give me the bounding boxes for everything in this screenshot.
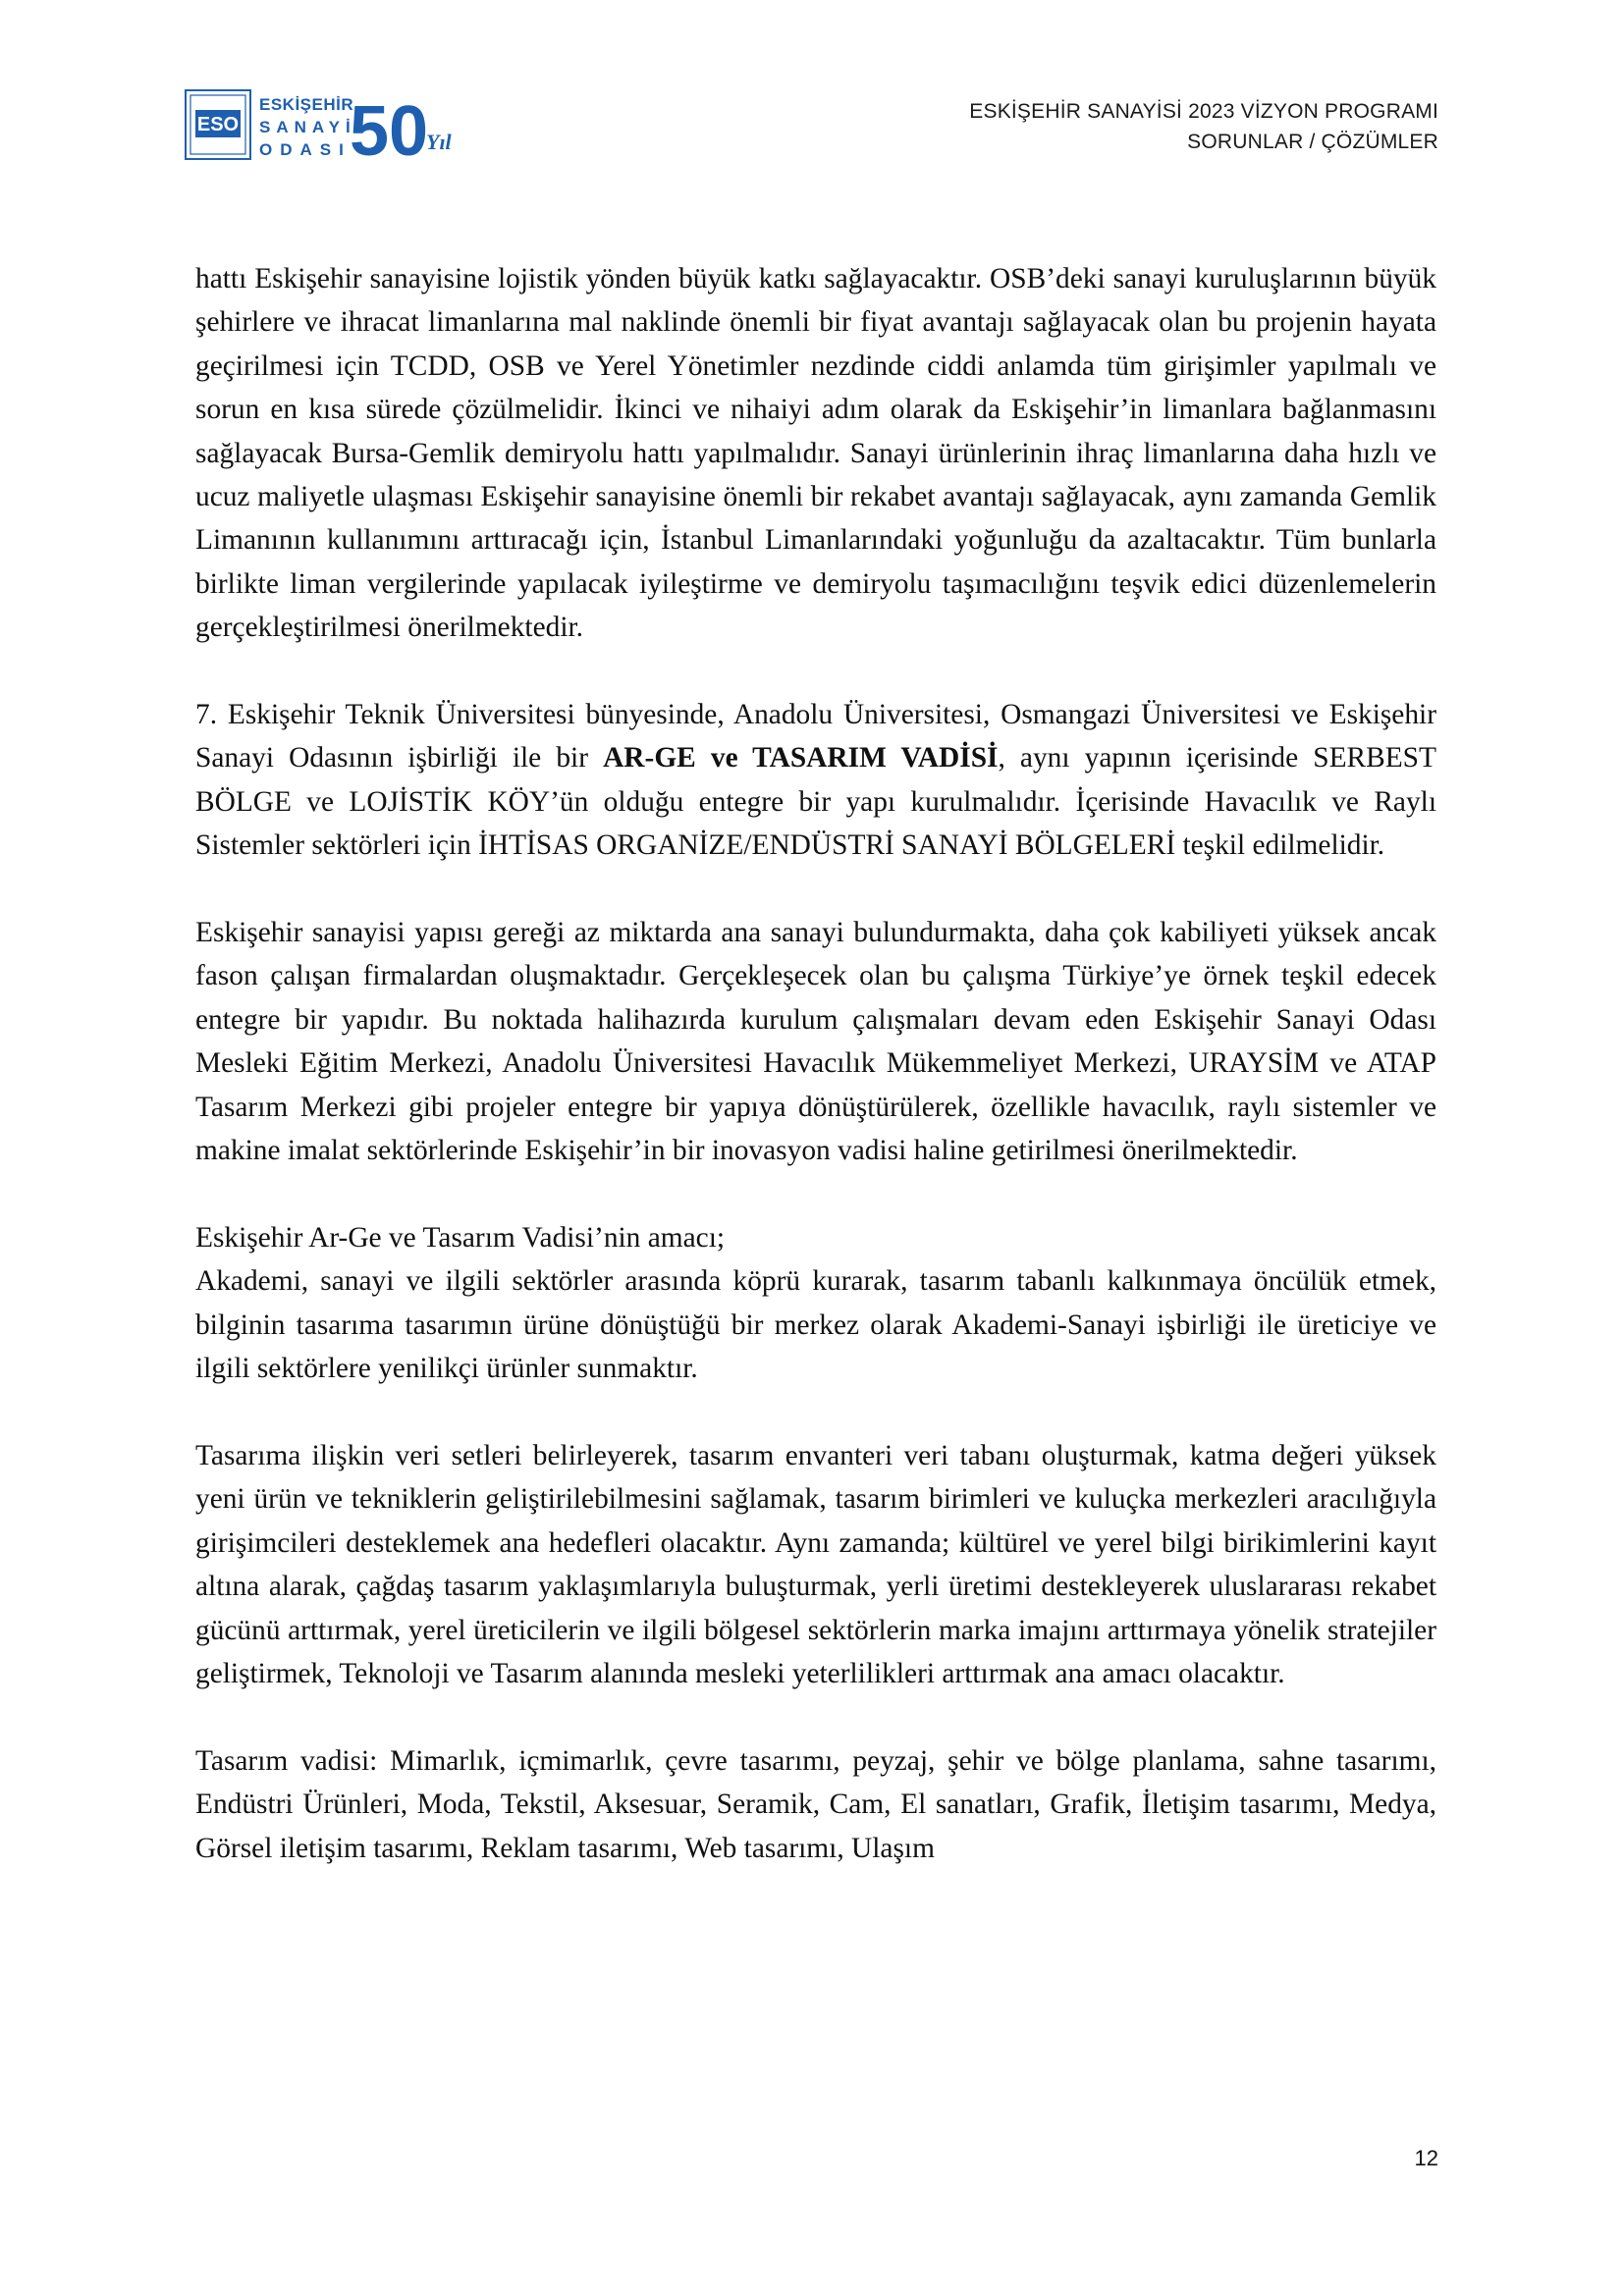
paragraph-4: Akademi, sanayi ve ilgili sektörler arasında köprü kurarak, tasarım tabanlı kalkınmaya öncülük etmek, bilginin tasarıma tasarımın ürüne dönüştüğü bir merkez olarak Akademi-Sanayi işbirliği ile üreticiye ve ilgili sektörlere yenilikçi ürünler sunmaktır. [195,1265,1436,1385]
document-header [969,96,1438,157]
header-title-line1: ESKİŞEHİR SANAYİSİ 2023 VİZYON PROGRAMI [969,100,1438,123]
logo-anniversary-word: Yıl [426,130,452,154]
paragraph-2 [195,693,1436,868]
paragraph-2-bold: AR-GE ve TASARIM VADİSİ [603,742,999,774]
logo-abbrev: ESO [196,114,240,135]
logo-line2: SANAYİ [259,118,356,136]
paragraph-5: Tasarıma ilişkin veri setleri belirleyerek, tasarım envanteri veri tabanı oluşturmak, katma değeri yüksek yeni ürün ve tekniklerin geliştirilebilmesini sağlamak, tasarım birimleri ve kuluçka merkezleri aracılığıyla girişimcileri desteklemek ana hedefleri olacaktır. Aynı zamanda; kültürel ve yerel bilgi birikimlerini kayıt altına alarak, çağdaş tasarım yaklaşımlarıyla buluşturmak, yerli üretimi destekleyerek uluslararası rekabet gücünü arttırmak, yerel üreticilerin ve ilgili bölgesel sektörlerin marka imajını arttırmaya yönelik stratejiler geliştirmek, Teknoloji ve Tasarım alanında mesleki yeterlilikleri arttırmak ana amacı olacaktır. [195,1439,1436,1689]
paragraph-3: Eskişehir sanayisi yapısı gereği az miktarda ana sanayi bulundurmakta, daha çok kabiliyeti yüksek ancak fason çalışan firmalardan oluşmaktadır. Gerçekleşecek olan bu çalışma Türkiye’ye örnek teşkil edecek entegre bir yapıdır. Bu noktada halihazırda kurulum çalışmaları devam eden Eskişehir Sanayi Odası Mesleki Eğitim Merkezi, Anadolu Üniversitesi Havacılık Mükemmeliyet Merkezi, URAYSİM ve ATAP Tasarım Merkezi gibi projeler entegre bir yapıya dönüştürülerek, özellikle havacılık, raylı sistemler ve makine imalat sektörlerinde Eskişehir’in bir inovasyon vadisi haline getirilmesi önerilmektedir. [195,917,1436,1167]
paragraph-4-heading: Eskişehir Ar-Ge ve Tasarım Vadisi’nin amacı; [195,1221,726,1254]
paragraph-2-text-b: , aynı yapının içerisinde SERBEST BÖLGE ve LOJİSTİK KÖY’ün olduğu entegre bir yapı kurulmalıdır. İçerisinde Havacılık ve Raylı Sistemler sektörleri için İHTİSAS ORGANİZE/ENDÜSTRİ SANAYİ BÖLGELERİ teşkil edilmelidir. [195,742,1436,862]
page-number: 12 [1414,2146,1438,2170]
paragraph-1: hattı Eskişehir sanayisine lojistik yönden büyük katkı sağlayacaktır. OSB’deki sanayi kuruluşlarının büyük şehirlere ve ihracat limanlarına mal naklinde önemli bir fiyat avantajı sağlayacak olan bu projenin hayata geçirilmesi için TCDD, OSB ve Yerel Yönetimler nezdinde ciddi anlamda tüm girişimler yapılmalı ve sorun en kısa sürede çözülmelidir. İkinci ve nihaiyi adım olarak da Eskişehir’in limanlara bağlanmasını sağlayacak Bursa-Gemlik demiryolu hattı yapılmalıdır. Sanayi ürünlerinin ihraç limanlarına daha hızlı ve ucuz maliyetle ulaşması Eskişehir sanayisine önemli bir rekabet avantajı sağlayacak, aynı zamanda Gemlik Limanının kullanımını arttıracağı için, İstanbul Limanlarındaki yoğunluğu da azaltacaktır. Tüm bunlarla birlikte liman vergilerinde yapılacak iyileştirme ve demiryolu taşımacılığını teşvik edici düzenlemelerin gerçekleştirilmesi önerilmektedir. [195,263,1436,644]
logo-line1: ESKİŞEHİR [259,95,354,114]
logo-line3: ODASI [259,140,352,159]
paragraph-2-text-a: 7. Eskişehir Teknik Üniversitesi bünyesinde, Anadolu Üniversitesi, Osmangazi Üniversitesi ve Eskişehir Sanayi Odasının işbirliği ile bir [195,699,1436,774]
eso-50-year-logo [185,84,479,167]
logo-anniversary-number: 50 [350,92,429,167]
paragraph-6: Tasarım vadisi: Mimarlık, içmimarlık, çevre tasarımı, peyzaj, şehir ve bölge planlama, sahne tasarımı, Endüstri Ürünleri, Moda, Tekstil, Aksesuar, Seramik, Cam, El sanatları, Grafik, İletişim tasarımı, Medya, Görsel iletişim tasarımı, Reklam tasarımı, Web tasarımı, Ulaşım [195,1744,1436,1864]
document-body [195,257,1436,1870]
header-title-line2: SORUNLAR / ÇÖZÜMLER [1187,131,1438,153]
